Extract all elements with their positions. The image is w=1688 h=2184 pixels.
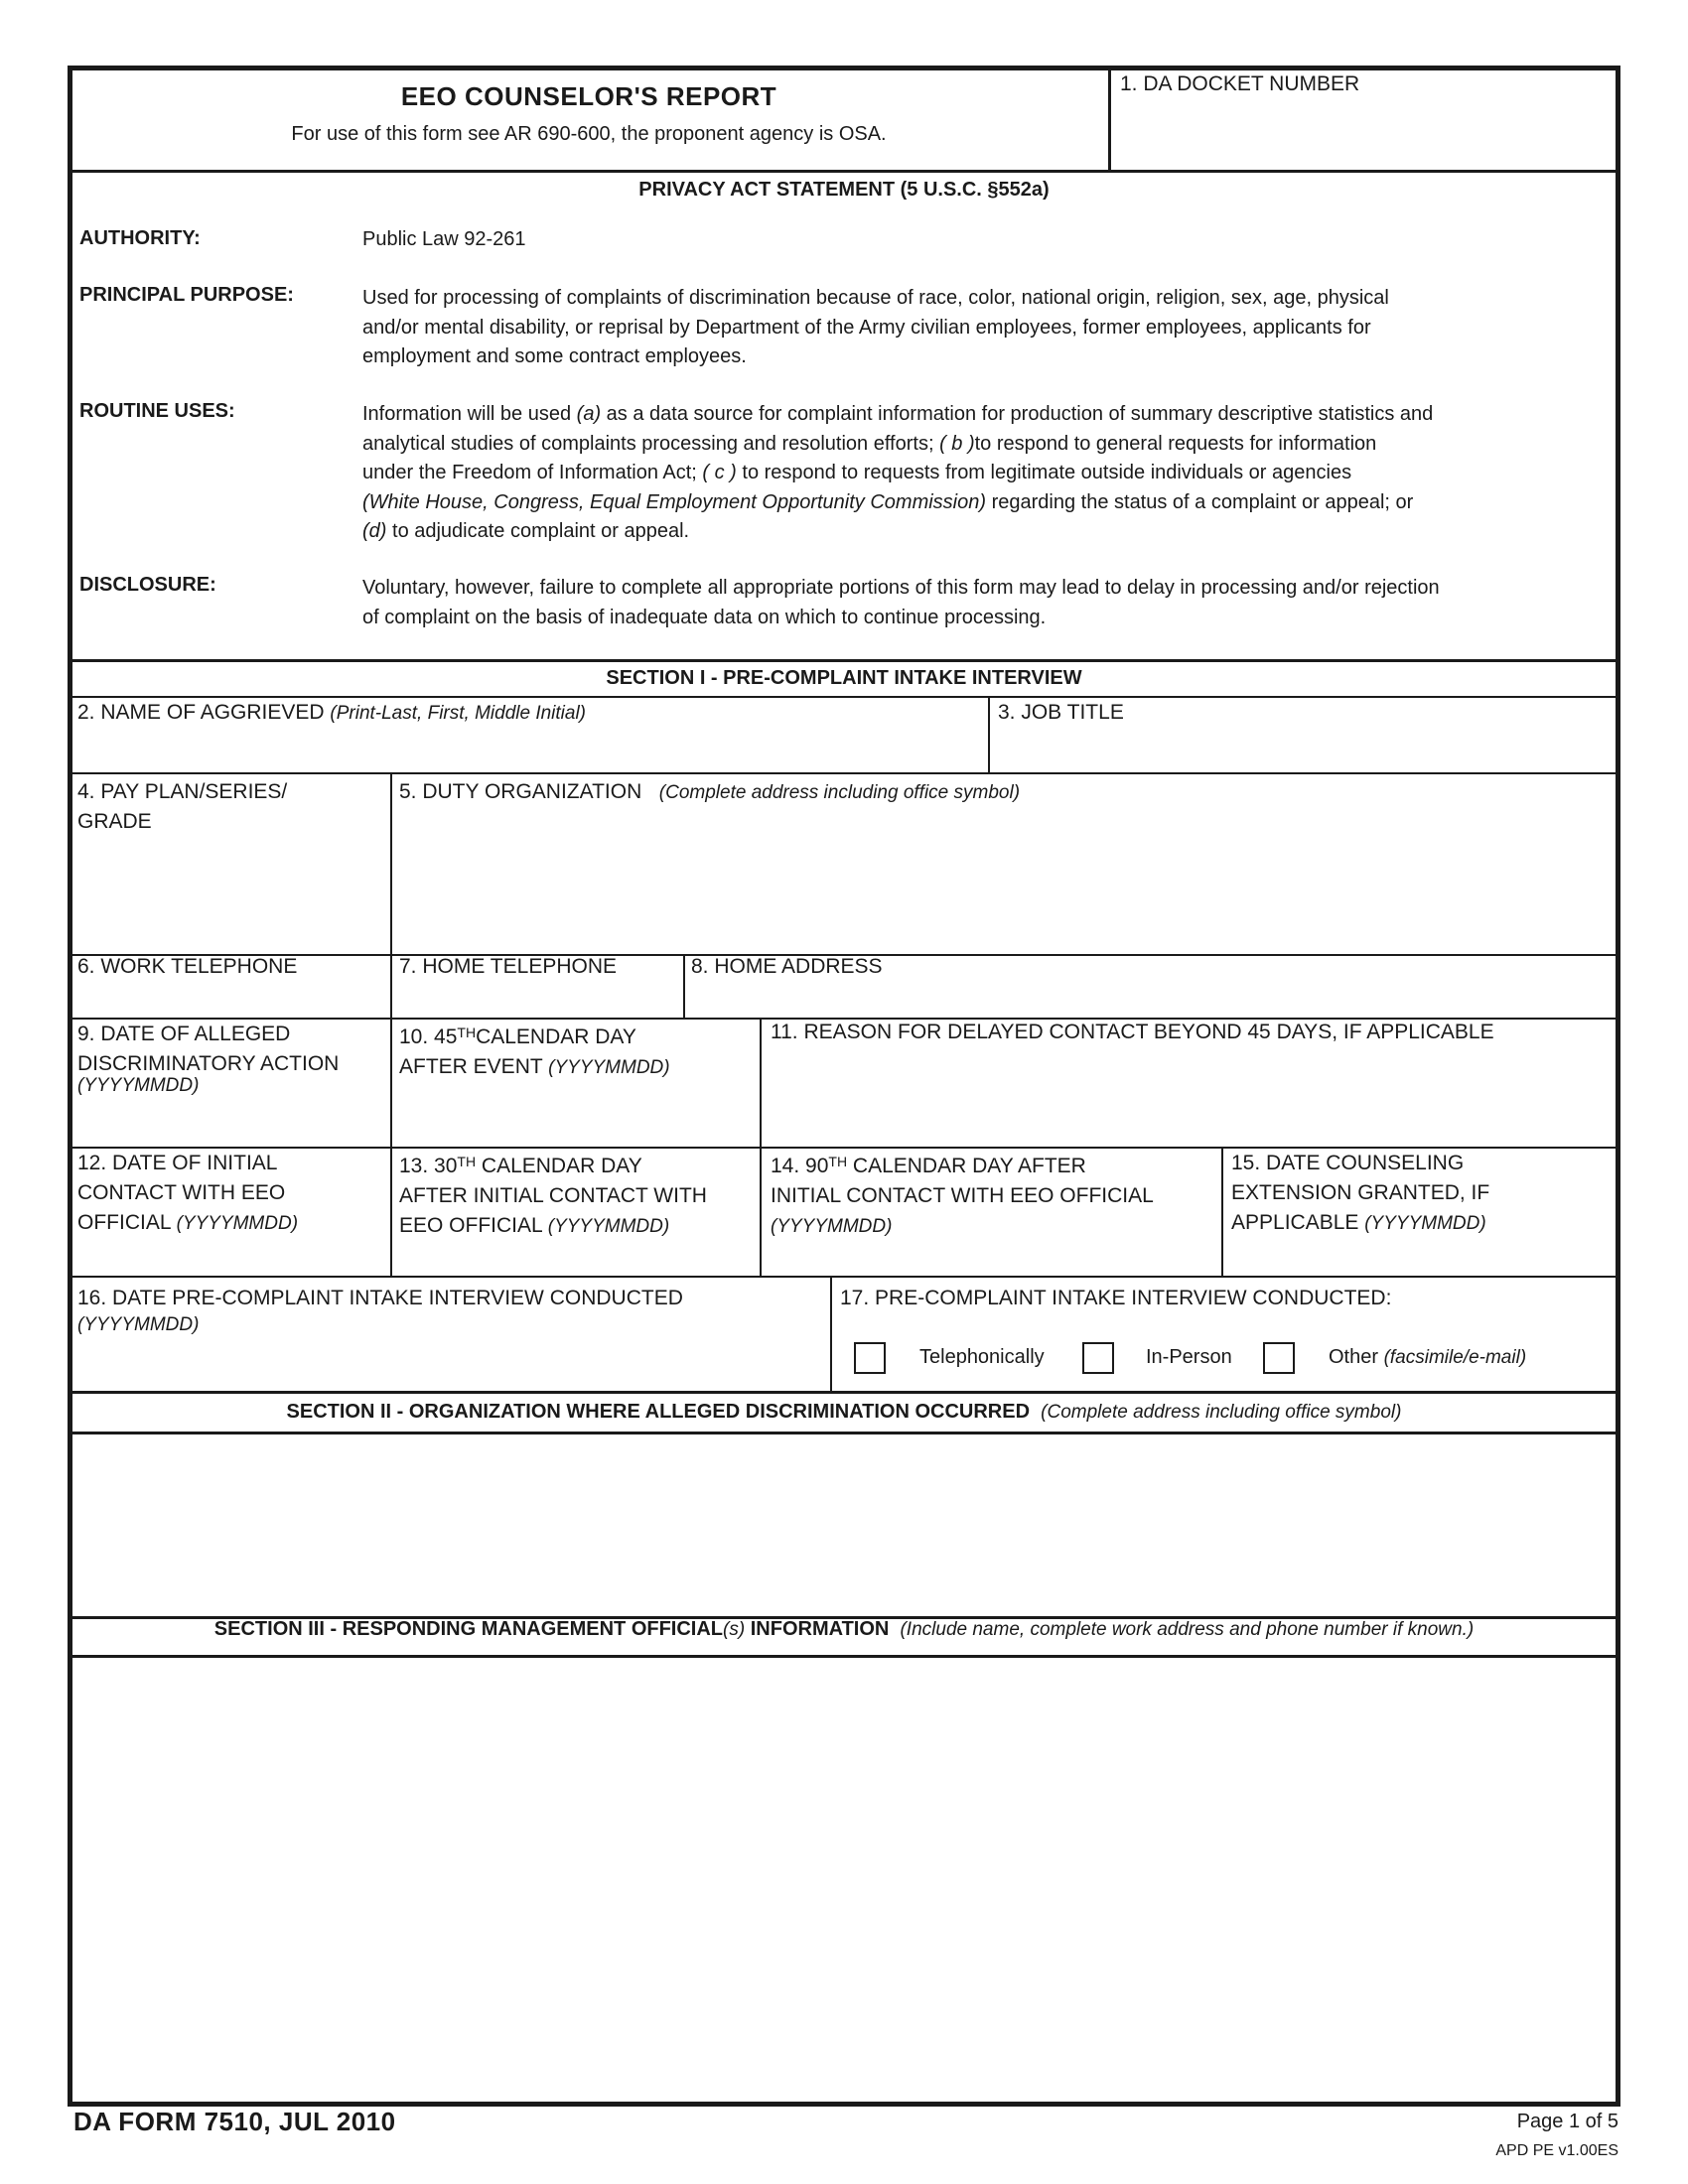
- disclosure-line: Voluntary, however, failure to complete all appropriate portions of this form may lead to delay in processing and/or rejection: [362, 577, 1440, 599]
- docket-number-label: 1. DA DOCKET NUMBER: [1120, 72, 1360, 95]
- row12-bottom-rule: [68, 1276, 1620, 1278]
- other-label: Other (facsimile/e-mail): [1329, 1346, 1527, 1368]
- duty-organization-label: 5. DUTY ORGANIZATION (Complete address including office symbol): [399, 780, 1021, 803]
- privacy-heading: PRIVACY ACT STATEMENT (5 U.S.C. §552a): [638, 179, 1050, 201]
- section2-heading-rule: [68, 1432, 1620, 1434]
- purpose-line: employment and some contract employees.: [362, 345, 747, 367]
- date-alleged-action-field[interactable]: [71, 1100, 387, 1144]
- work-telephone-field[interactable]: [71, 983, 387, 1015]
- in-person-label: In-Person: [1146, 1346, 1232, 1368]
- telephonically-checkbox[interactable]: [854, 1342, 886, 1374]
- row4-divider: [390, 772, 392, 955]
- calendar-day-30-label: 13. 30TH CALENDAR DAY AFTER INITIAL CONTACT WITH EEO OFFICIAL (YYYYMMDD): [399, 1154, 707, 1237]
- row6-divider-b: [683, 954, 685, 1018]
- job-title-field[interactable]: [993, 728, 1615, 771]
- calendar-day-90-field[interactable]: [765, 1241, 1217, 1273]
- date-alleged-action-label: 9. DATE OF ALLEGED DISCRIMINATORY ACTION: [77, 1023, 340, 1075]
- initial-contact-date-label: 12. DATE OF INITIAL CONTACT WITH EEO OFFICIAL (YYYYMMDD): [77, 1152, 299, 1234]
- delayed-contact-reason-field[interactable]: [765, 1050, 1615, 1144]
- version-label: APD PE v1.00ES: [1495, 2142, 1618, 2159]
- home-address-field[interactable]: [688, 983, 1615, 1015]
- calendar-day-90-label: 14. 90TH CALENDAR DAY AFTER INITIAL CONTACT WITH EEO OFFICIAL (YYYYMMDD): [771, 1154, 1154, 1237]
- form-title: EEO COUNSELOR'S REPORT: [400, 81, 777, 111]
- row9-divider-a: [390, 1018, 392, 1147]
- page-number: Page 1 of 5: [1516, 2111, 1618, 2132]
- routine-uses-label: ROUTINE USES:: [79, 400, 235, 422]
- row2-divider: [988, 696, 990, 773]
- intake-interview-date-field[interactable]: [71, 1340, 826, 1388]
- routine-uses-text: Information will be used (a) as a data source for complaint information for production of summary descriptive statistics and analytical studies of complaints processing and resolution efforts; ( b )to respond to general requests for information under the Freedom of Information Act; ( c ) to respond to requests from legitimate outside individuals or agencies (White House, Congress, Equal Employment Opportunity Commission) regarding the status of a complaint or appeal; or (d) to adjudicate complaint or appeal.: [362, 403, 1434, 542]
- section3-heading-rule: [68, 1655, 1620, 1658]
- header-divider: [1108, 68, 1111, 171]
- section1-bottom-rule: [68, 1391, 1620, 1394]
- disclosure-text: [362, 574, 1579, 632]
- in-person-checkbox[interactable]: [1082, 1342, 1114, 1374]
- intake-interview-method-label: 17. PRE-COMPLAINT INTAKE INTERVIEW CONDUCTED:: [840, 1287, 1392, 1309]
- row16-divider: [830, 1276, 832, 1391]
- job-title-label: 3. JOB TITLE: [998, 701, 1124, 724]
- extension-granted-field[interactable]: [1226, 1241, 1615, 1273]
- duty-organization-field[interactable]: [395, 809, 1615, 950]
- docket-number-field[interactable]: [1116, 99, 1615, 167]
- purpose-line: Used for processing of complaints of discrimination because of race, color, national origin, religion, sex, age, physical: [362, 287, 1389, 309]
- row2-bottom-rule: [68, 772, 1620, 774]
- disclosure-line: of complaint on the basis of inadequate data on which to continue processing.: [362, 606, 1047, 628]
- telephonically-label: Telephonically: [919, 1346, 1045, 1368]
- section3-heading: SECTION III - RESPONDING MANAGEMENT OFFICIAL(s) INFORMATION (Include name, complete work address and phone number if known.): [213, 1618, 1475, 1640]
- section1-heading: SECTION I - PRE-COMPLAINT INTAKE INTERVIEW: [606, 667, 1082, 689]
- row12-divider-b: [760, 1147, 762, 1276]
- intake-interview-date-label: 16. DATE PRE-COMPLAINT INTAKE INTERVIEW CONDUCTED: [77, 1287, 683, 1309]
- section2-heading: SECTION II - ORGANIZATION WHERE ALLEGED DISCRIMINATION OCCURRED (Complete address including office symbol): [286, 1401, 1402, 1423]
- calendar-day-45-field[interactable]: [395, 1080, 757, 1144]
- disclosure-label: DISCLOSURE:: [79, 574, 216, 596]
- row12-divider-a: [390, 1147, 392, 1276]
- intake-interview-date-hint: (YYYYMMDD): [77, 1314, 200, 1335]
- home-telephone-label: 7. HOME TELEPHONE: [399, 955, 618, 978]
- date-alleged-action-hint: (YYYYMMDD): [77, 1075, 200, 1096]
- name-of-aggrieved-field[interactable]: [71, 728, 985, 771]
- header-bottom-rule: [68, 170, 1620, 173]
- form-subtitle: For use of this form see AR 690-600, the proponent agency is OSA.: [291, 123, 887, 145]
- pay-plan-field[interactable]: [71, 839, 387, 950]
- row9-divider-b: [760, 1018, 762, 1147]
- privacy-bottom-rule: [68, 659, 1620, 662]
- form-id: DA FORM 7510, JUL 2010: [73, 2107, 396, 2136]
- home-address-label: 8. HOME ADDRESS: [691, 955, 883, 978]
- home-telephone-field[interactable]: [395, 983, 681, 1015]
- row6-divider-a: [390, 954, 392, 1018]
- responding-official-field[interactable]: [71, 1661, 1615, 2098]
- other-checkbox[interactable]: [1263, 1342, 1295, 1374]
- principal-purpose-label: PRINCIPAL PURPOSE:: [79, 284, 294, 306]
- extension-granted-label: 15. DATE COUNSELING EXTENSION GRANTED, IF APPLICABLE (YYYYMMDD): [1231, 1152, 1490, 1234]
- initial-contact-date-field[interactable]: [71, 1241, 387, 1273]
- organization-address-field[interactable]: [71, 1437, 1615, 1612]
- work-telephone-label: 6. WORK TELEPHONE: [77, 955, 298, 978]
- delayed-contact-reason-label: 11. REASON FOR DELAYED CONTACT BEYOND 45 DAYS, IF APPLICABLE: [771, 1021, 1494, 1043]
- authority-label: AUTHORITY:: [79, 227, 201, 249]
- pay-plan-label: 4. PAY PLAN/SERIES/ GRADE: [77, 780, 288, 833]
- authority-text: Public Law 92-261: [362, 228, 526, 250]
- purpose-line: and/or mental disability, or reprisal by Department of the Army civilian employees, former employees, applicants for: [362, 316, 1371, 339]
- calendar-day-30-field[interactable]: [395, 1241, 757, 1273]
- row12-divider-c: [1221, 1147, 1223, 1276]
- name-of-aggrieved-label: 2. NAME OF AGGRIEVED (Print-Last, First, Middle Initial): [77, 701, 587, 724]
- principal-purpose-text: [362, 284, 1579, 372]
- calendar-day-45-label: 10. 45THCALENDAR DAY AFTER EVENT (YYYYMMDD): [399, 1024, 670, 1078]
